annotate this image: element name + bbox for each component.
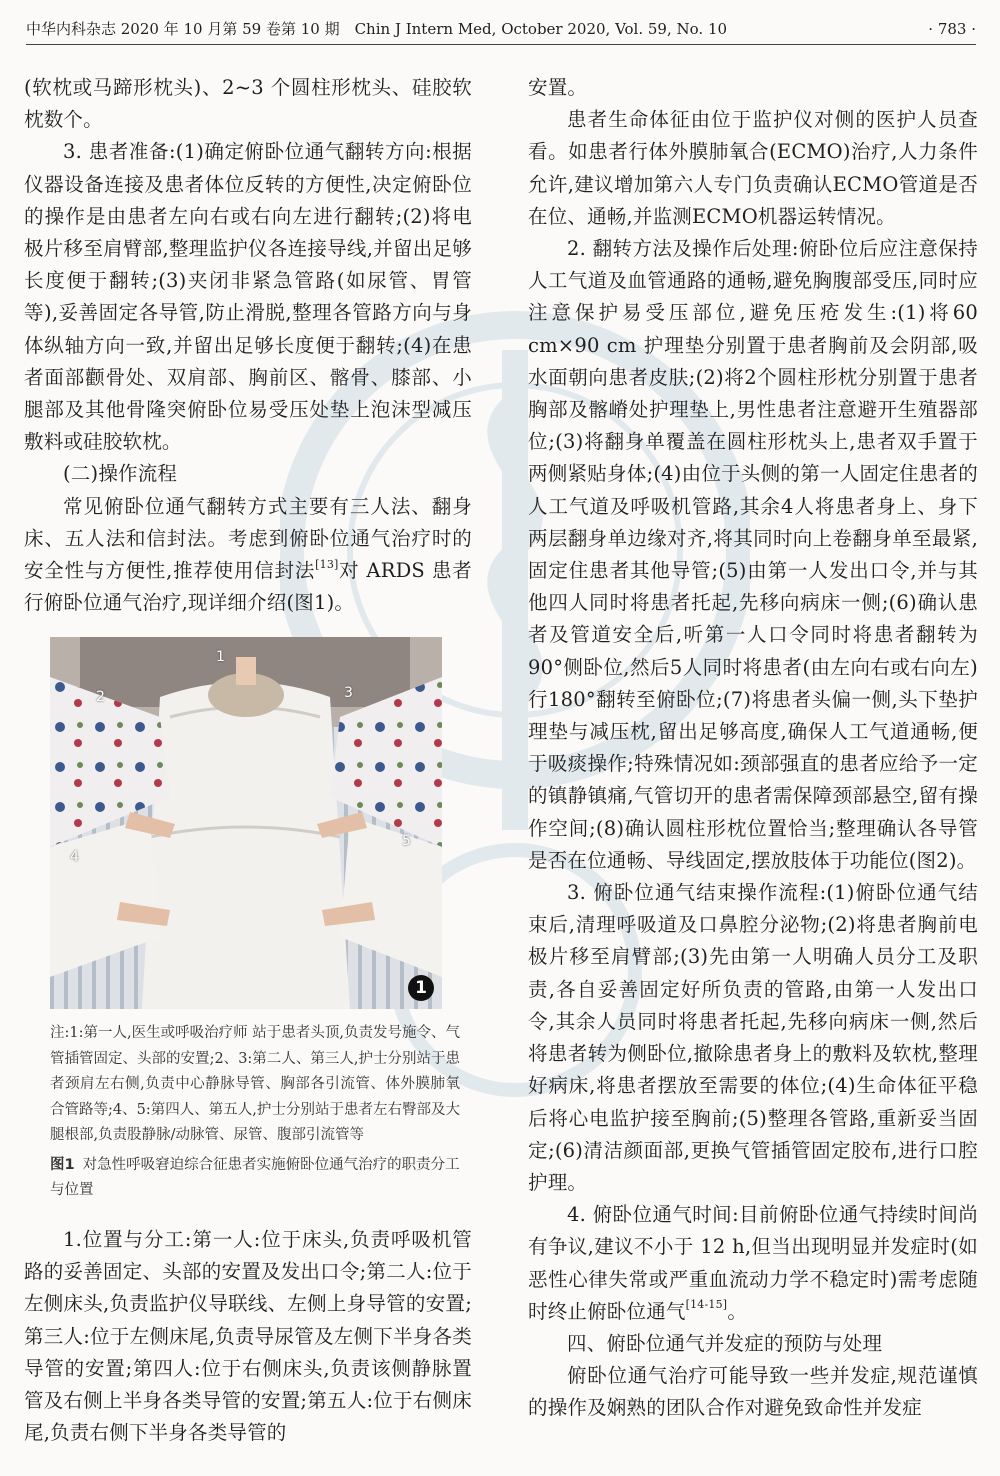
right-column	[528, 72, 978, 1425]
figure-caption	[50, 1153, 460, 1204]
paragraph: 常见俯卧位通气翻转方式主要有三人法、翻身床、五人法和信封法。考虑到俯卧位通气治疗时的安全性与方便性,推荐使用信封法[13]对 ARDS 患者行俯卧位通气治疗,现详细介绍(图1)。	[24, 494, 472, 615]
reference-citation[interactable]: [14-15]	[685, 1298, 728, 1312]
figure-position-label: 2	[96, 689, 105, 706]
figure-note: 注:1:第一人,医生或呼吸治疗师 站于患者头顶,负责发号施令、气管插管固定、头部的安置;2、3:第二人、第三人,护士分别站于患者颈肩左右侧,负责中心静脉导管、胸部各引流管、体外膜肺氧合管路等;4、5:第四人、第五人,护士分别站于患者左右臀部及大腿根部,负责股静脉/动脉管、尿管、腹部引流管等	[50, 1025, 460, 1144]
journal-citation: 中华内科杂志 2020 年 10 月第 59 卷第 10 期 Chin J Intern Med, October 2020, Vol. 59, No. 10	[26, 20, 728, 38]
paragraph: 3. 患者准备:(1)确定俯卧位通气翻转方向:根据仪器设备连接及患者体位反转的方便性,决定俯卧位的操作是由患者左向右或右向左进行翻转;(2)将电极片移至肩臂部,整理监护仪各连接导线,并留出足够长度便于翻转;(3)夹闭非紧急管路(如尿管、胃管等),妥善固定各导管,防止滑脱,整理各管路方向与身体纵轴方向一致,并留出足够长度便于翻转;(4)在患者面部颧骨处、双肩部、胸前区、髂骨、膝部、小腿部及其他骨隆突俯卧位易受压处垫上泡沫型减压敷料或硅胶软枕。	[24, 140, 472, 454]
figure-position-label: 1	[216, 649, 225, 666]
prone-positioning-photo	[50, 637, 442, 1009]
page-number: · 783 ·	[928, 20, 976, 38]
paragraph: (软枕或马蹄形枕头)、2~3 个圆柱形枕头、硅胶软枕数个。	[24, 76, 472, 132]
paragraph: 2. 翻转方法及操作后处理:俯卧位后应注意保持人工气道及血管通路的通畅,避免胸腹部受压,同时应注意保护易受压部位,避免压疮发生:(1)将60 cm×90 cm 护理垫分别置于患者胸前及会阴部,吸水面朝向患者皮肤;(2)将2个圆柱形枕分别置于患者胸部及髂嵴处护理垫上,男性患者注意避开生殖器部位;(3)将翻身单覆盖在圆柱形枕头上,患者双手置于两侧紧贴身体;(4)由位于头侧的第一人固定住患者的人工气道及呼吸机管路,其余4人将患者身上、身下两层翻身单边缘对齐,将其同时向上卷翻身单至最紧,固定住患者其他导管;(5)由第一人发出口令,并与其他四人同时将患者托起,先移向病床一侧;(6)确认患者及管道安全后,听第一人口令同时将患者翻转为90°侧卧位,然后5人同时将患者(由左向右或右向左)行180°翻转至俯卧位;(7)将患者头偏一侧,头下垫护理垫与减压枕,留出足够高度,确保人工气道通畅,便于吸痰操作;特殊情况如:颈部强直的患者应给予一定的镇静镇痛,气管切开的患者需保障颈部悬空,留有操作空间;(8)确认圆柱形枕位置恰当;整理确认各导管是否在位通畅、导线固定,摆放肢体于功能位(图2)。	[528, 237, 978, 872]
paragraph: 3. 俯卧位通气结束操作流程:(1)俯卧位通气结束后,清理呼吸道及口鼻腔分泌物;(2)将患者胸前电极片移至肩臂部;(3)先由第一人明确人员分工及职责,各自妥善固定好所负责的管路,由第一人发出口令,其余人员同时将患者托起,先移向病床一侧,然后将患者转为侧卧位,撤除患者身上的敷料及软枕,整理好病床,将患者摆放至需要的体位;(4)生命体征平稳后将心电监护接至胸前;(5)整理各管路,重新妥当固定;(6)清洁颜面部,更换气管插管固定胶布,进行口腔护理。	[528, 881, 978, 1194]
figure-number-badge: 1	[408, 975, 434, 1001]
paragraph: 俯卧位通气治疗可能导致一些并发症,规范谨慎的操作及娴熟的团队合作对避免致命性并发症	[528, 1364, 978, 1420]
figure-caption-label: 图1	[50, 1156, 75, 1173]
figure-position-label: 3	[344, 685, 353, 702]
left-column	[24, 72, 472, 1449]
paragraph: 4. 俯卧位通气时间:目前俯卧位通气持续时间尚有争议,建议不小于 12 h,但当出现明显并发症时(如恶性心律失常或严重血流动力学不稳定时)需考虑随时终止俯卧位通气[14-15]。	[528, 1203, 978, 1323]
figure-caption-text: 对急性呼吸窘迫综合征患者实施俯卧位通气治疗的职责分工与位置	[50, 1156, 460, 1199]
figure-position-label: 5	[402, 833, 411, 850]
figure-position-label: 4	[70, 849, 79, 866]
section-heading: 四、俯卧位通气并发症的预防与处理	[567, 1331, 883, 1355]
paragraph: 患者生命体征由位于监护仪对侧的医护人员查看。如患者行体外膜肺氧合(ECMO)治疗,人力条件允许,建议增加第六人专门负责确认ECMO管道是否在位、通畅,并监测ECMO机器运转情况。	[528, 108, 978, 228]
figure-photo	[50, 637, 442, 1009]
section-heading: (二)操作流程	[63, 462, 178, 486]
reference-citation[interactable]: [13]	[315, 557, 339, 571]
paragraph: 安置。	[528, 76, 588, 99]
paragraph: 1.位置与分工:第一人:位于床头,负责呼吸机管路的妥善固定、头部的安置及发出口令;第二人:位于左侧床头,负责监护仪导联线、左侧上身导管的安置;第三人:位于左侧床尾,负责导尿管及左侧下半身各类导管的安置;第四人:位于右侧床头,负责该侧静脉置管及右侧上半身各类导管的安置;第五人:位于右侧床尾,负责右侧下半身各类导管的	[24, 1227, 472, 1445]
running-header	[26, 14, 976, 45]
